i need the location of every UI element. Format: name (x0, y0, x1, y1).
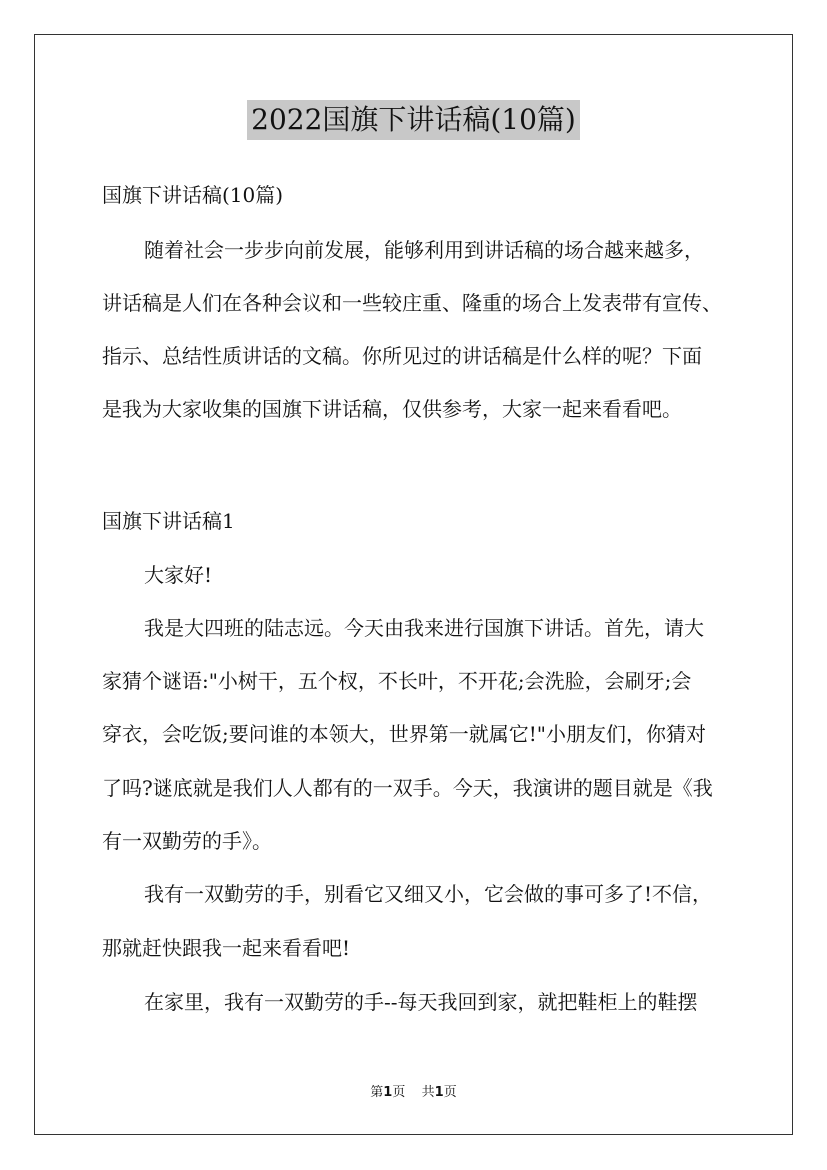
title-wrap (0, 100, 827, 140)
body-line: 指示、总结性质讲话的文稿。你所见过的讲话稿是什么样的呢？下面 (102, 344, 702, 368)
document-subtitle: 国旗下讲话稿(10篇) (102, 183, 284, 207)
footer-total-prefix: 共 (421, 1085, 435, 1100)
body-line: 大家好! (144, 563, 213, 587)
footer-page-number: 1 (383, 1085, 393, 1100)
page-footer (0, 1084, 827, 1102)
body-line: 家猜个谜语:"小树干，五个杈，不长叶，不开花;会洗脸，会刷牙;会 (102, 669, 692, 693)
body-line: 是我为大家收集的国旗下讲话稿，仅供参考，大家一起来看看吧。 (102, 397, 682, 421)
body-line: 我有一双勤劳的手，别看它又细又小，它会做的事可多了!不信， (144, 882, 713, 906)
footer-total-suffix: 页 (443, 1085, 457, 1100)
body-line: 讲话稿是人们在各种会议和一些较庄重、隆重的场合上发表带有宣传、 (102, 291, 722, 315)
body-line: 我是大四班的陆志远。今天由我来进行国旗下讲话。首先，请大 (144, 616, 704, 640)
footer-page-suffix: 页 (392, 1085, 406, 1100)
body-line: 随着社会一步步向前发展，能够利用到讲话稿的场合越来越多， (144, 238, 704, 262)
body-line: 了吗?谜底就是我们人人都有的一双手。今天，我演讲的题目就是《我 (102, 776, 713, 800)
footer-page-prefix: 第 (370, 1085, 384, 1100)
section-heading: 国旗下讲话稿1 (102, 509, 235, 533)
document-title: 2022国旗下讲话稿(10篇) (247, 100, 580, 140)
body-line: 有一双勤劳的手》。 (102, 829, 272, 853)
body-line: 在家里，我有一双勤劳的手--每天我回到家，就把鞋柜上的鞋摆 (144, 990, 698, 1014)
body-line: 穿衣，会吃饭;要问谁的本领大，世界第一就属它!"小朋友们，你猜对 (102, 722, 706, 746)
footer-total-number: 1 (434, 1085, 444, 1100)
body-line: 那就赶快跟我一起来看看吧! (102, 936, 351, 960)
